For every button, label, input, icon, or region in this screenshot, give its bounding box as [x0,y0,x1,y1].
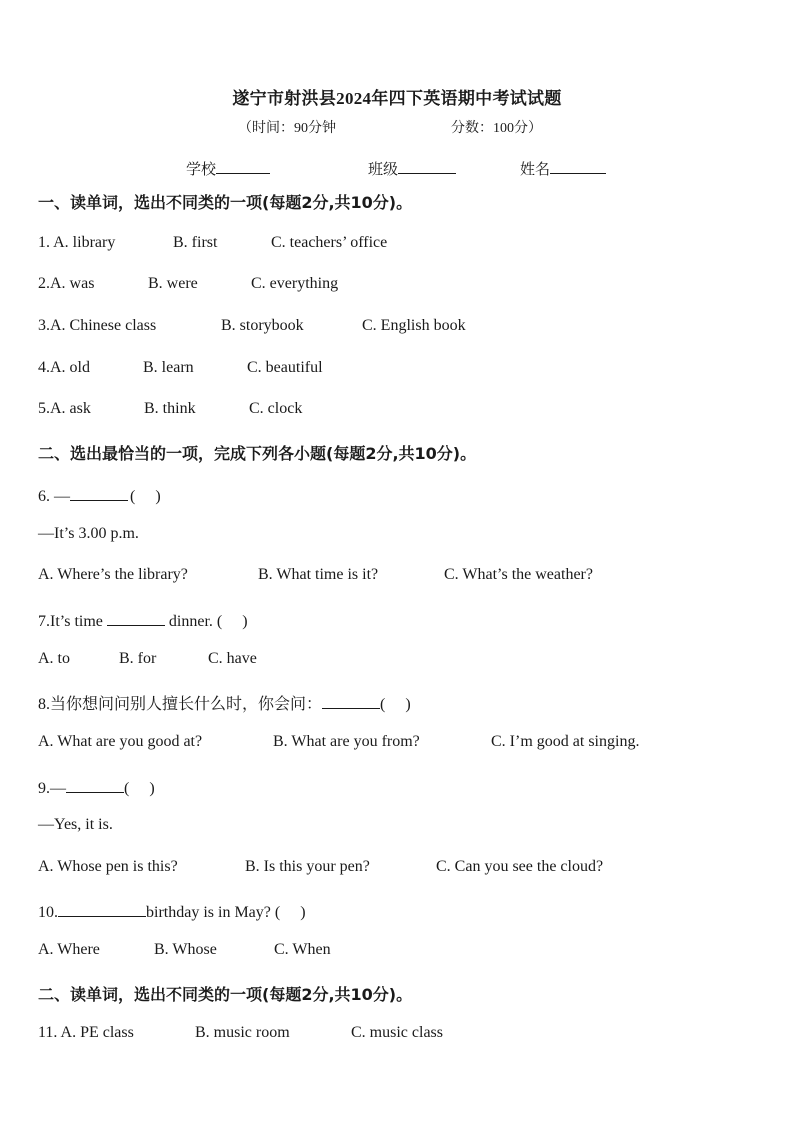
question-number: 2. [38,275,50,292]
class-label: 班级 [368,162,399,178]
question-8-options [38,733,640,751]
question-6-options [38,566,593,584]
question-7 [38,608,248,631]
school-label: 学校 [186,162,217,178]
option-c[interactable]: C. English book [362,317,466,334]
option-c[interactable]: C. everything [251,275,339,292]
class-field [368,158,456,179]
option-b[interactable]: B. were [148,275,198,292]
question-2 [38,275,339,293]
question-number: 1. [38,234,54,251]
question-stem-start: 7.It’s time [38,613,107,630]
option-a[interactable]: A. Chinese class [50,317,157,334]
option-a[interactable]: A. Whose pen is this? [38,858,178,875]
question-stem-end: birthday is in May? ( ) [146,904,306,921]
question-stem: 9.— [38,780,66,797]
question-number: 3. [38,317,50,334]
question-8 [38,691,411,714]
option-b[interactable]: B. for [119,650,157,667]
option-b[interactable]: B. music room [195,1024,290,1041]
option-c[interactable]: C. I’m good at singing. [491,733,640,750]
answer-paren[interactable]: ( ) [380,696,411,713]
school-field [186,158,270,179]
answer-blank[interactable] [107,610,165,626]
school-blank[interactable] [216,158,270,174]
section-3-heading: 二、读单词，选出不同类的一项(每题2分,共10分)。 [38,985,413,1004]
question-number: 11. [38,1024,61,1041]
option-a[interactable]: A. Where’s the library? [38,566,188,583]
question-stem: 8.当你想问问别人擅长什么时，你会问： [38,696,323,713]
question-7-options [38,650,257,668]
option-a[interactable]: A. was [50,275,95,292]
question-4 [38,359,323,377]
exam-time: （时间：90分钟 [238,121,336,136]
option-b[interactable]: B. Is this your pen? [245,858,370,875]
option-b[interactable]: B. What are you from? [273,733,420,750]
question-10 [38,899,306,922]
class-blank[interactable] [398,158,456,174]
name-field [520,158,606,179]
option-a[interactable]: A. to [38,650,70,667]
exam-title: 遂宁市射洪县2024年四下英语期中考试试题 [232,89,562,108]
option-a[interactable]: A. Where [38,941,100,958]
question-9-reply: —Yes, it is. [38,816,113,833]
question-11 [38,1024,443,1042]
question-number: 5. [38,400,50,417]
option-a[interactable]: A. library [53,234,116,251]
answer-paren[interactable]: ( ) [124,780,155,797]
section-2-heading: 二、选出最恰当的一项，完成下列各小题(每题2分,共10分)。 [38,444,477,463]
answer-blank[interactable] [322,693,380,709]
option-b[interactable]: B. storybook [221,317,304,334]
option-b[interactable]: B. first [173,234,218,251]
question-6 [38,483,161,506]
answer-paren[interactable]: ( ) [130,488,161,505]
option-b[interactable]: B. Whose [154,941,217,958]
name-blank[interactable] [550,158,606,174]
option-c[interactable]: C. have [208,650,257,667]
question-5 [38,400,303,418]
option-c[interactable]: C. Can you see the cloud? [436,858,604,875]
section-1-heading: 一、读单词，选出不同类的一项(每题2分,共10分)。 [38,193,413,212]
question-10-options [38,941,331,959]
answer-blank[interactable] [66,777,124,793]
question-stem-end: dinner. ( ) [164,613,248,630]
option-a[interactable]: A. ask [50,400,91,417]
option-c[interactable]: C. clock [249,400,303,417]
question-9-options [38,858,604,876]
question-1 [38,234,388,252]
question-6-reply: —It’s 3.00 p.m. [38,525,139,542]
question-9 [38,775,155,798]
option-c[interactable]: C. When [274,941,331,958]
question-number: 4. [38,359,50,376]
option-b[interactable]: B. think [144,400,196,417]
exam-score: 分数：100分） [451,121,542,136]
option-a[interactable]: A. PE class [60,1024,134,1041]
option-b[interactable]: B. What time is it? [258,566,379,583]
option-a[interactable]: A. What are you good at? [38,733,203,750]
option-c[interactable]: C. beautiful [247,359,323,376]
question-3 [38,317,466,335]
option-c[interactable]: C. music class [351,1024,443,1041]
option-a[interactable]: A. old [50,359,90,376]
option-c[interactable]: C. What’s the weather? [444,566,593,583]
question-stem-start: 10. [38,904,58,921]
question-stem: 6. — [38,488,70,505]
answer-blank[interactable] [58,901,146,917]
option-b[interactable]: B. learn [143,359,194,376]
option-c[interactable]: C. teachers’ office [271,234,388,251]
answer-blank[interactable] [70,485,128,501]
name-label: 姓名 [520,162,551,178]
